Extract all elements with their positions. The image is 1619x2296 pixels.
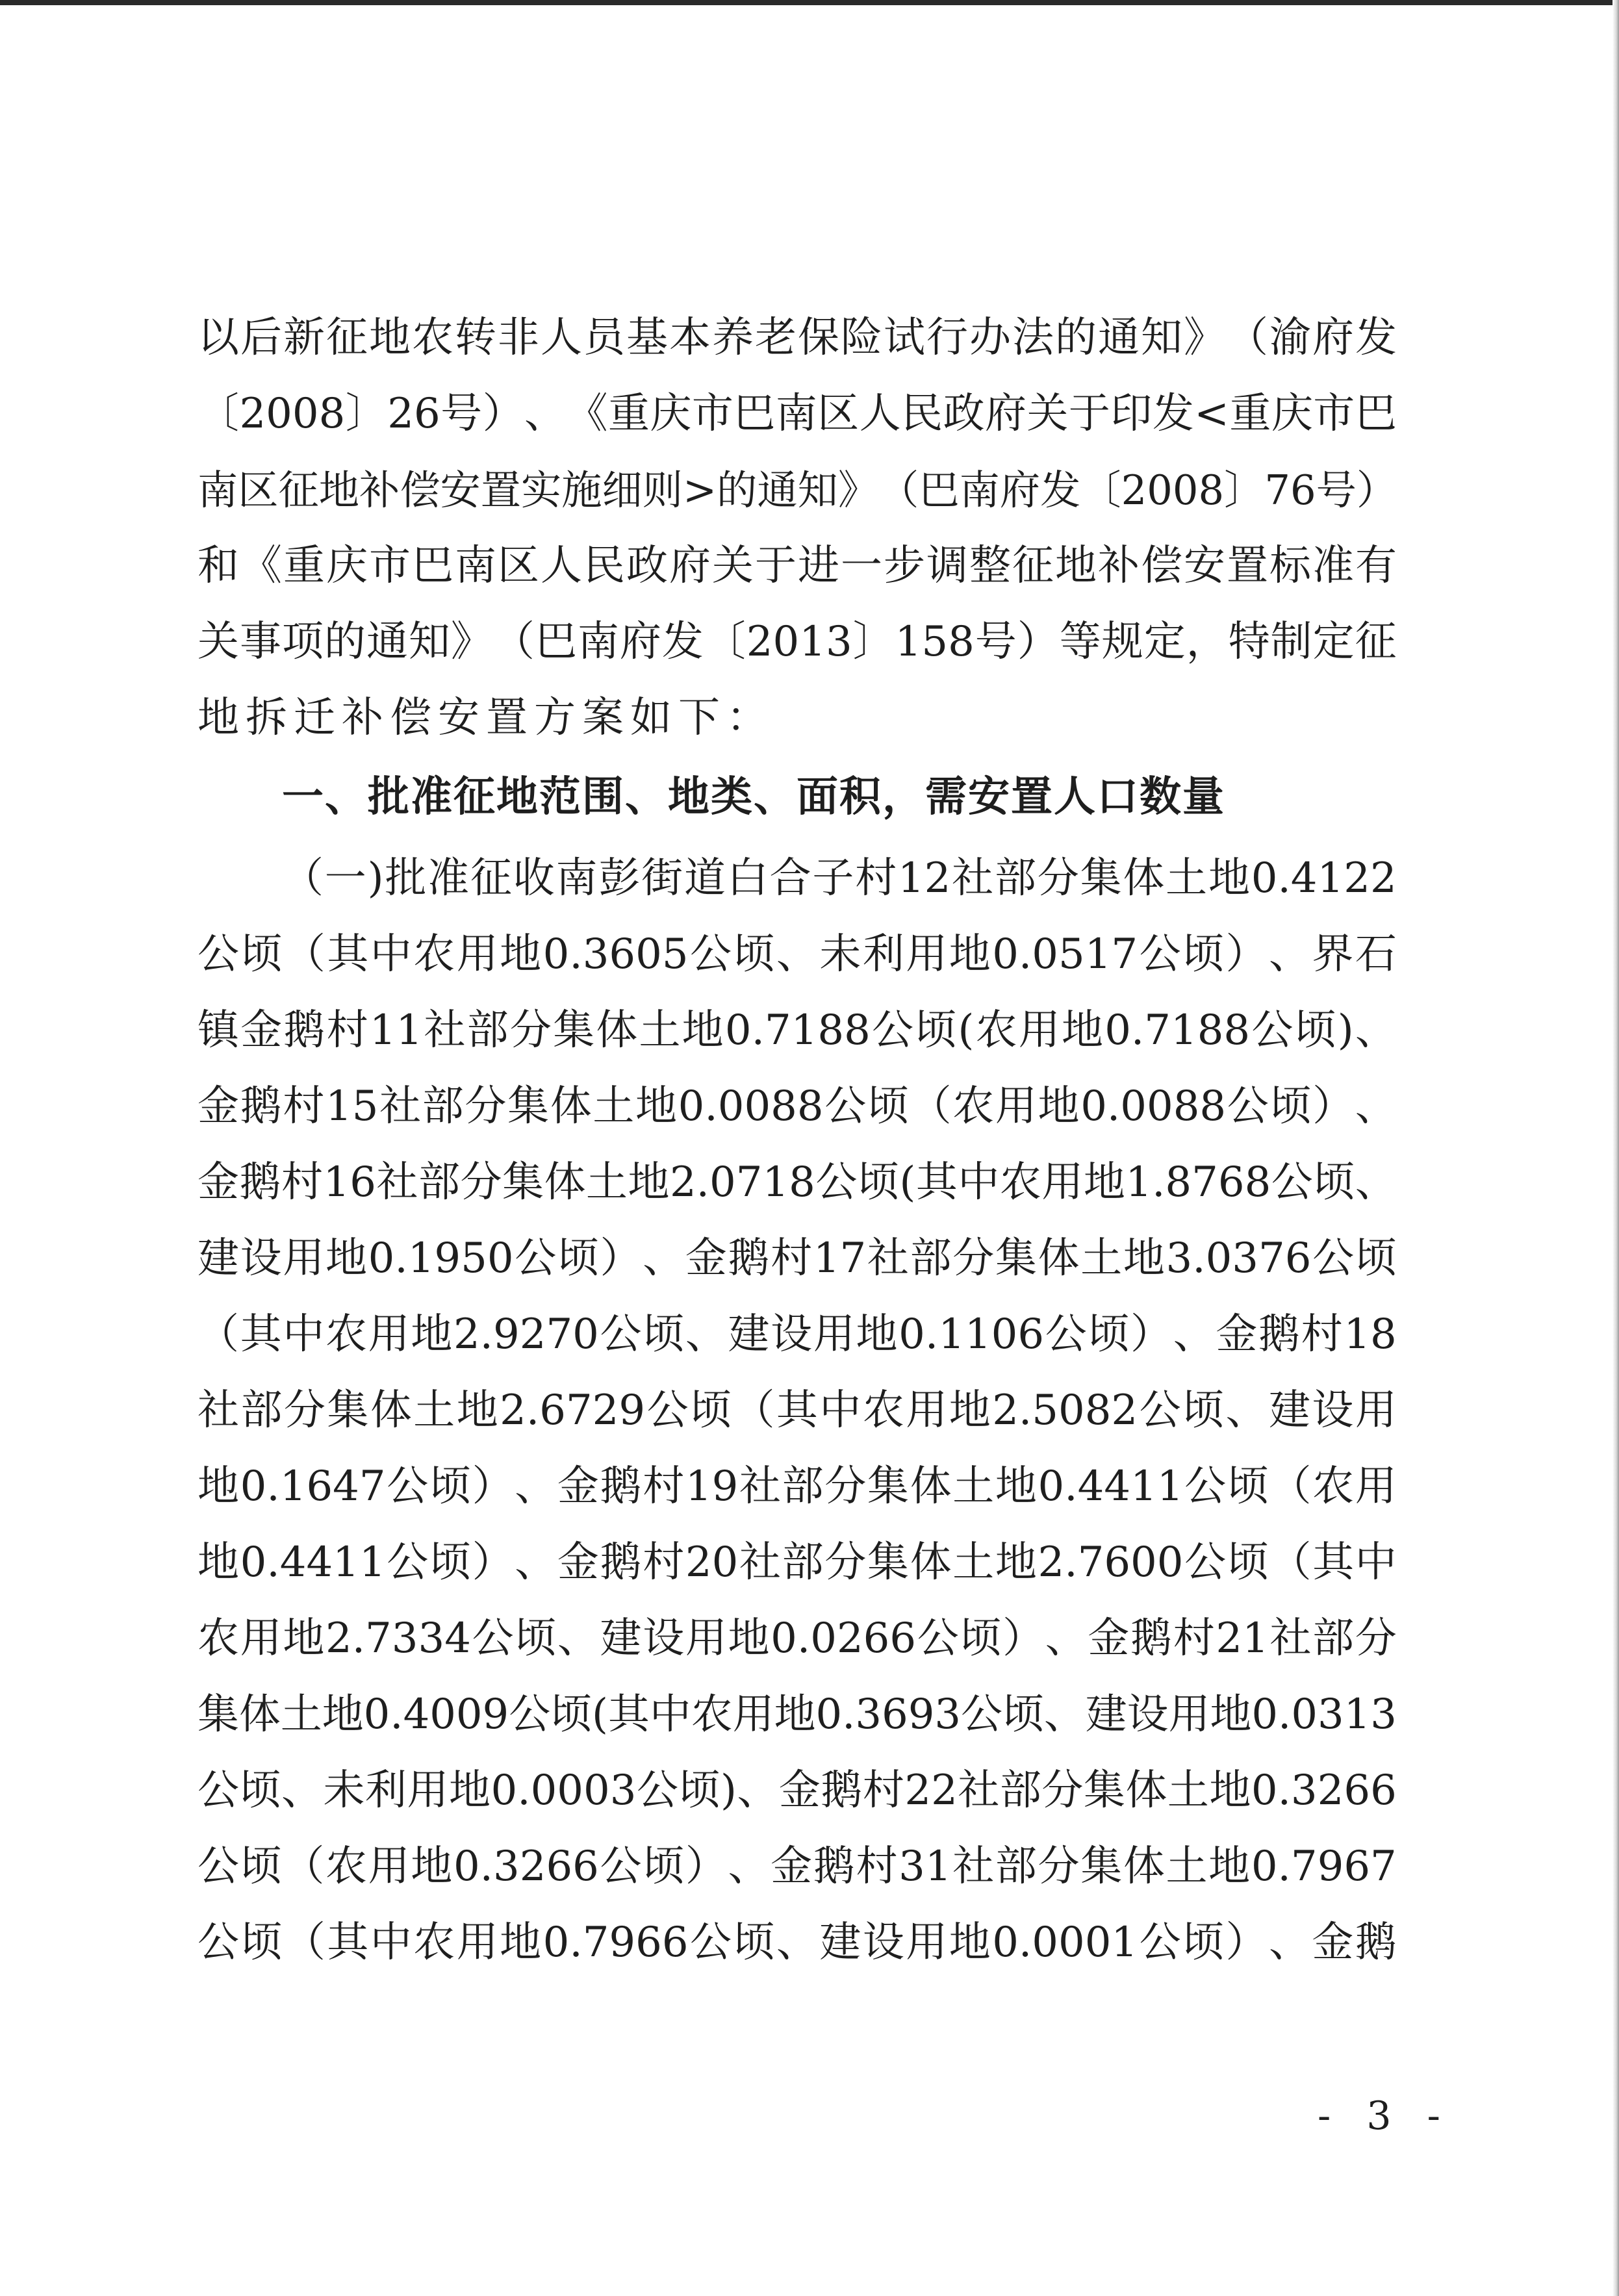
text-line: 建 设 用 地 0.1950 公 顷 ） 、 金 鹅 村 17 社 部 分 集 体 土 地 3.0376 公 顷 [198, 1234, 1397, 1282]
text-line: 地拆迁补偿安置方案如下： [198, 694, 774, 742]
text-line: 集 体 土 地 0.4009 公 顷 ( 其 中 农 用 地 0.3693 公 顷 、 建 设 用 地 0.0313 [198, 1690, 1397, 1739]
page-number: - 3 - [1318, 2093, 1452, 2139]
text-line: 地 0.1647 公 顷 ） 、 金 鹅 村 19 社 部 分 集 体 土 地 0.4411 公 顷 （ 农 用 [198, 1462, 1397, 1511]
paragraph-2 [198, 841, 1397, 1981]
text-line: 以 后 新 征 地 农 转 非 人 员 基 本 养 老 保 险 试 行 办 法 的 通 知 》 （ 渝 府 发 [198, 314, 1397, 362]
text-line: 金 鹅 村 16 社 部 分 集 体 土 地 2.0718 公 顷 ( 其 中 农 用 地 1.8768 公 顷 、 [198, 1158, 1397, 1206]
text-line: 和 《 重 庆 市 巴 南 区 人 民 政 府 关 于 进 一 步 调 整 征 地 补 偿 安 置 标 准 有 [198, 542, 1397, 590]
text-line: 社 部 分 集 体 土 地 2.6729 公 顷 （ 其 中 农 用 地 2.5082 公 顷 、 建 设 用 [198, 1386, 1397, 1435]
text-line: 关 事 项 的 通 知 》 （ 巴 南 府 发 〔 2013 〕 158 号 ） 等 规 定 ， 特 制 定 征 [198, 618, 1397, 666]
text-line: 地 0.4411 公 顷 ） 、 金 鹅 村 20 社 部 分 集 体 土 地 2.7600 公 顷 （ 其 中 [198, 1538, 1397, 1587]
paragraph-1 [198, 300, 1397, 756]
text-line: 镇 金 鹅 村 11 社 部 分 集 体 土 地 0.7188 公 顷 ( 农 用 地 0.7188 公 顷 ) 、 [198, 1006, 1397, 1054]
text-line: 公 顷 （ 农 用 地 0.3266 公 顷 ） 、 金 鹅 村 31 社 部 分 集 体 土 地 0.7967 [198, 1843, 1397, 1891]
text-line: 〔 2008 〕 26 号 ） 、 《 重 庆 市 巴 南 区 人 民 政 府 关 于 印 发 < 重 庆 市 巴 [198, 390, 1397, 438]
text-line: 南 区 征 地 补 偿 安 置 实 施 细 则 > 的 通 知 》 （ 巴 南 府 发 〔 2008 〕 76 号 ） [198, 466, 1397, 514]
text-line: （ 其 中 农 用 地 2.9270 公 顷 、 建 设 用 地 0.1106 公 顷 ） 、 金 鹅 村 18 [198, 1310, 1397, 1358]
text-line: 公 顷 （ 其 中 农 用 地 0.3605 公 顷 、 未 利 用 地 0.0517 公 顷 ） 、 界 石 [198, 930, 1397, 978]
section-heading: 一、批准征地范围、地类、面积，需安置人口数量 [282, 773, 1225, 821]
text-line: 农 用 地 2.7334 公 顷 、 建 设 用 地 0.0266 公 顷 ） 、 金 鹅 村 21 社 部 分 [198, 1614, 1397, 1663]
text-line: （ 一 ) 批 准 征 收 南 彭 街 道 白 合 子 村 12 社 部 分 集 体 土 地 0.4122 [282, 854, 1397, 902]
text-line: 公 顷 （ 其 中 农 用 地 0.7966 公 顷 、 建 设 用 地 0.0001 公 顷 ） 、 金 鹅 [198, 1919, 1397, 1967]
text-line: 公 顷 、 未 利 用 地 0.0003 公 顷 ) 、 金 鹅 村 22 社 部 分 集 体 土 地 0.3266 [198, 1767, 1397, 1815]
text-line: 金 鹅 村 15 社 部 分 集 体 土 地 0.0088 公 顷 （ 农 用 地 0.0088 公 顷 ） 、 [198, 1082, 1397, 1130]
